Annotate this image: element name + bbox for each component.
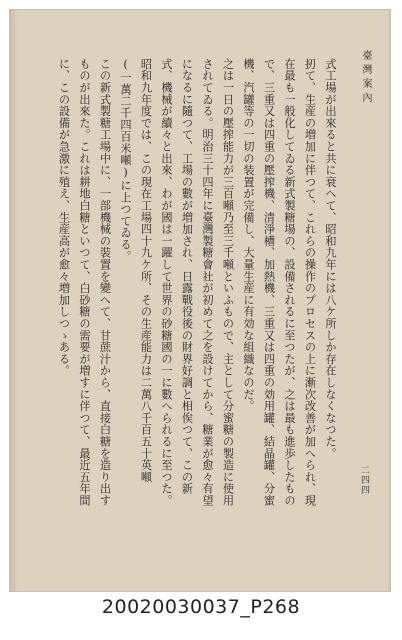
paragraph-3: 之は一日の壓搾能力が三百噸乃至三千噸といふもので、主として分蜜糖の製造に使用されてゐる。明治三十四年に臺灣製糖會社が初めて之を設けてから、糖業が愈々有望になるに隨つて、工場の數が増加され、日露戰役後の財界好調と相俟つて、この新式、機械が續々と出來、わが國は一躍して世界の砂糖國の一に數へられるに至つた。昭和九年度では、この現在工場四十九ケ所、その生産能力は二萬八千百五十英噸(一萬二千四百米噸)に上つてゐる。 [119, 58, 235, 507]
paragraph-2: 扨て、生産の増加に伴つて、これらの操作のプロセスの上に漸次改善が加へられ、現在最も一般化してゐる新式製糖場の、設備されるに至つたが、之は最も進歩したもので、三重又は四重の壓搾機、清淨槽、加熱機、三重又は四重の効用罐、結晶罐、分蜜機、汽罐等の一切の装置が完備し、大量生産に有効な組織なのだ。 [242, 58, 317, 507]
image-id-caption: 20020030037_P268 [101, 596, 301, 618]
paragraph-1: 式工場が出來ると共に衰へて、昭和九年には八ケ所しか存在しなくなつた。 [324, 58, 337, 460]
running-header: 臺灣案內 [360, 50, 371, 106]
page-spine-shadow [9, 9, 19, 592]
body-text [53, 58, 340, 508]
page-number: 二四四 [359, 465, 369, 495]
paragraph-4: この新式製糖工場中に、一部機械の裝置を變へて、甘蔗汁から、直接白糖を造り出すものが出來た。これは耕地白糖といつて、白砂糖の需要が増すに伴つて、最近五年間に、この設備が急激に殖え、生産高が愈々増加しつゝある。 [57, 58, 112, 507]
